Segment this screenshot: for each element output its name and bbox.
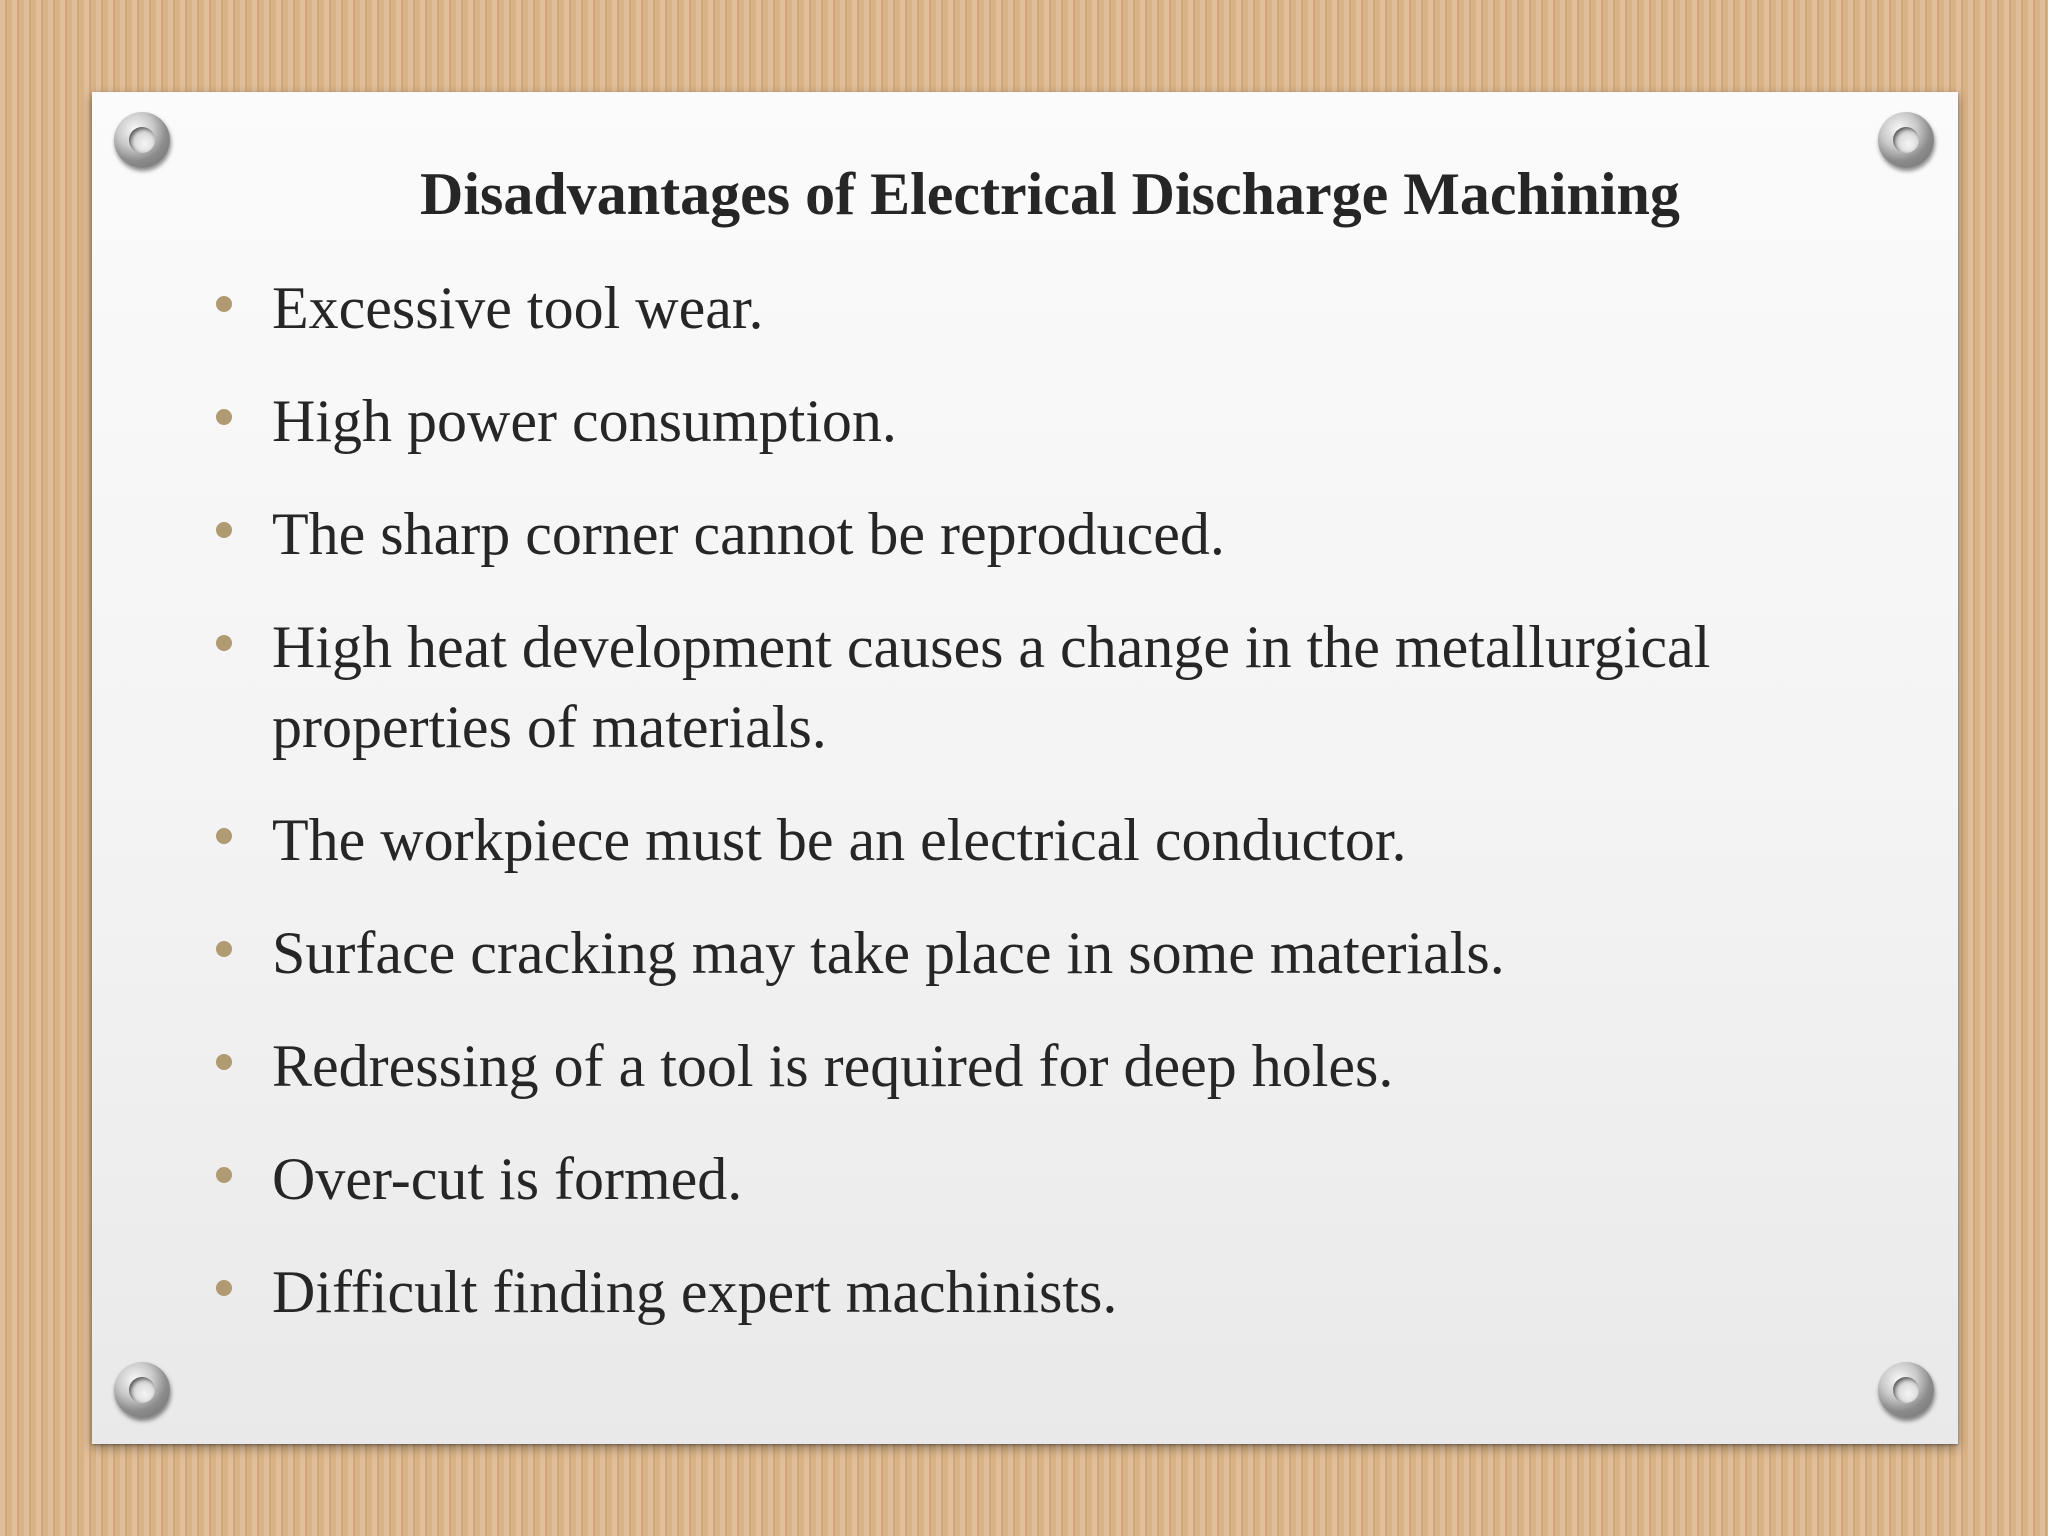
grommet-icon [1878, 1362, 1934, 1418]
bullet-dot-icon [216, 1280, 232, 1296]
bullet-text: Surface cracking may take place in some materials. [272, 920, 1505, 986]
bullet-text: High heat development causes a change in the metallurgical properties of materials. [272, 614, 1711, 760]
grommet-icon [1878, 112, 1934, 168]
bullet-dot-icon [216, 828, 232, 844]
bullet-dot-icon [216, 941, 232, 957]
bullet-text: High power consumption. [272, 388, 897, 454]
bullet-item [206, 268, 1866, 348]
bullet-item [206, 1252, 1866, 1332]
slide-title: Disadvantages of Electrical Discharge Machining [420, 161, 1680, 227]
grommet-icon [114, 1362, 170, 1418]
bullet-item [206, 1139, 1866, 1219]
bullet-item [206, 381, 1866, 461]
bullet-text: Difficult finding expert machinists. [272, 1259, 1118, 1325]
bullet-text: Excessive tool wear. [272, 275, 764, 341]
bullet-item [206, 1026, 1866, 1106]
bullet-dot-icon [216, 1167, 232, 1183]
bullet-item [206, 913, 1866, 993]
bullet-dot-icon [216, 296, 232, 312]
bullet-text: The workpiece must be an electrical conductor. [272, 807, 1407, 873]
bullet-item [206, 607, 1866, 767]
bullet-text: Over-cut is formed. [272, 1146, 743, 1212]
bullet-dot-icon [216, 522, 232, 538]
grommet-icon [114, 112, 170, 168]
bullet-dot-icon [216, 409, 232, 425]
bullet-dot-icon [216, 1054, 232, 1070]
bullet-text: The sharp corner cannot be reproduced. [272, 501, 1225, 567]
bullet-item [206, 800, 1866, 880]
bullet-dot-icon [216, 635, 232, 651]
bullet-list [206, 268, 1866, 1365]
bullet-text: Redressing of a tool is required for deep holes. [272, 1033, 1394, 1099]
bullet-item [206, 494, 1866, 574]
